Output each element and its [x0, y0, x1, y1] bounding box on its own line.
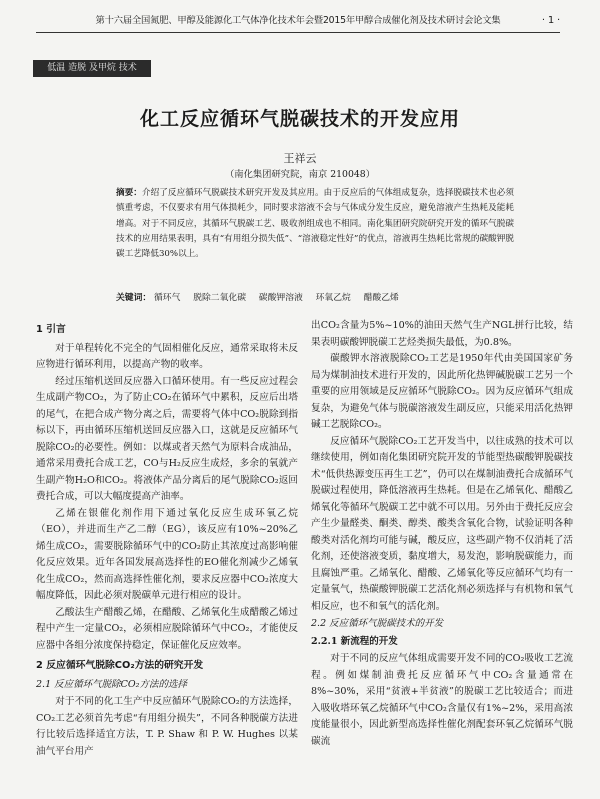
keywords	[116, 292, 514, 305]
running-title: 第十六届全国氮肥、甲醇及能源化工气体净化技术年会暨2015年甲醇合成催化剂及技术研讨会论文集	[95, 15, 501, 26]
paragraph: 对于不同的化工生产中反应循环气脱除CO₂的方法选择，CO₂工艺必须首先考虑“有用组分损失”，不同各种脱碳方法进行比较后选择适宜方法，T. P. Shaw 和 P. W. Hughes 以某油气平台用产	[36, 696, 298, 757]
paragraph: 对于不同的反应气体组成需要开发不同的CO₂吸收工艺流程。例如煤制油费托反应循环气中CO₂含量通常在8%~30%，采用“贫液+半贫液”的脱碳工艺比较适合；而进入吸收塔环氧乙烷循环气中CO₂含量仅有1%~2%，采用高浓度能量很小，因此新型高选择性催化剂配套环氧乙烷循环气脱碳流	[311, 653, 573, 747]
keyword: 循环气	[154, 293, 181, 303]
section-tag: 低温 造脱 及甲烷 技术	[33, 60, 151, 77]
paragraph: 乙酸法生产醋酸乙烯，在醋酸、乙烯氧化生成醋酸乙烯过程中产生一定量CO₂，必须相应脱除循环气中CO₂，才能使反应器中各组分浓度保持稳定，保证催化反应效率。	[36, 606, 298, 651]
author-affiliation: （南化集团研究院，南京 210048）	[224, 169, 375, 180]
keyword: 环氧乙烷	[315, 293, 351, 303]
paragraph: 碳酸钾水溶液脱除CO₂工艺是1950年代由美国国家矿务局为煤制油技术进行开发的，因此所化热钾碱脱碳工艺另一个重要的应用领域是反应循环气脱除CO₂。因为反应循环气组成复杂，为避免气体与脱碳溶液发生副反应，只能采用活化热钾碱工艺脱除CO₂。	[311, 353, 573, 430]
subsubsection-heading: 2.2.1 新流程的开发	[311, 635, 398, 647]
paragraph: 经过压缩机送回反应器入口循环使用。有一些反应过程会生成副产物CO₂，为了防止CO₂在循环气中累积，反应后出塔的尾气，在把合成产物分离之后，需要将气体中CO₂脱除到指标以下，再由循环压缩机送回反应器入口，这就是反应循环气脱除CO₂的必要性。例如：以煤或者天然气为原料合成油品，通常采用费托合成工艺，CO与H₂反应生成烃，多余的氧就产生副产物H₂O和CO₂。将液体产品分离后的尾气脱除CO₂返回费托合成，可以大幅度提高产油率。	[36, 375, 298, 502]
page-number: · 1 ·	[541, 15, 560, 26]
abstract-label: 摘要：	[116, 188, 142, 198]
abstract-text: 介绍了反应循环气脱碳技术研究开发及其应用。由于反应后的气体组成复杂，选择脱碳技术也必须慎重考虑，不仅要求有用气体损耗少，同时要求溶液不会与气体成分发生反应，避免溶液产生热耗及能耗增高。对于不同反应，其循环气脱碳工艺、吸收剂组成也不相同。南化集团研究院研究开发的循环气脱碳技术的应用结果表明，具有“有用组分损失低”、“溶液稳定性好”的优点，溶液再生热耗比常规的碳酸钾脱碳工艺降低30%以上。	[116, 188, 514, 260]
keywords-label: 关键词：	[116, 293, 152, 303]
running-header	[36, 10, 560, 33]
paragraph: 乙烯在银催化剂作用下通过氧化反应生成环氧乙烷（EO），并进而生产乙二醇（EG），该反应有10%~20%乙烯生成CO₂，需要脱除循环气中的CO₂防止其浓度过高影响催化反应效果。近年各国发展高选择性的EO催化剂减少乙烯氧化生成CO₂，然而高选择性催化剂，要求反应器中CO₂浓度大幅度降低，因此必须对脱碳单元进行相应的设计。	[36, 507, 298, 601]
subsection-heading: 2.1 反应循环气脱除CO₂方法的选择	[36, 678, 187, 690]
subsection-heading: 2.2 反应循环气脱碳技术的开发	[311, 618, 444, 629]
abstract	[116, 186, 514, 262]
article-title: 化工反应循环气脱碳技术的开发应用	[139, 108, 460, 130]
paragraph: 反应循环气脱除CO₂工艺开发当中，以往成熟的技术可以继续使用，例如南化集团研究院开发的节能型热碳酸钾脱碳技术“低供热源变压再生工艺”，仍可以在煤制油费托合成循环气脱碳过程使用，降低溶液再生热耗。但是在乙烯氧化、醋酸乙烯氧化等循环气脱碳工艺中就不可以用。另外由于费托反应会产生少量醛类、酮类、醇类、酸类含氧化合物，试验证明各种酸类对活化剂均可能与碱，酸反应，这些副产物不仅消耗了活化剂，还使溶液变质，黏度增大，易发泡，影响脱碳能力，而且腐蚀严重。乙烯氧化、醋酸、乙烯氧化等反应循环气均有一定量氧气，热碳酸钾脱碳工艺活化剂必须选择与有机物和氧气相反应，也不和氧气的活化剂。	[311, 435, 573, 612]
right-column	[311, 318, 573, 796]
keyword: 碳酸钾溶液	[258, 293, 303, 303]
paragraph: 对于单程转化不完全的气固相催化反应，通常采取将未反应物进行循环利用，以提高产物的收率。	[36, 342, 298, 370]
section-heading: 2 反应循环气脱除CO₂方法的研究开发	[36, 660, 204, 671]
paragraph: 出CO₂含量为5%~10%的油田天然气生产NGL拼行比较，结果表明碳酸钾脱碳工艺烃类损失最低，为0.8%。	[311, 320, 573, 348]
keyword: 醋酸乙烯	[363, 293, 399, 303]
article-author: 王祥云	[283, 152, 317, 165]
section-heading: 1 引言	[36, 324, 66, 335]
left-column	[36, 318, 298, 796]
keyword: 脱除二氧化碳	[193, 293, 246, 303]
